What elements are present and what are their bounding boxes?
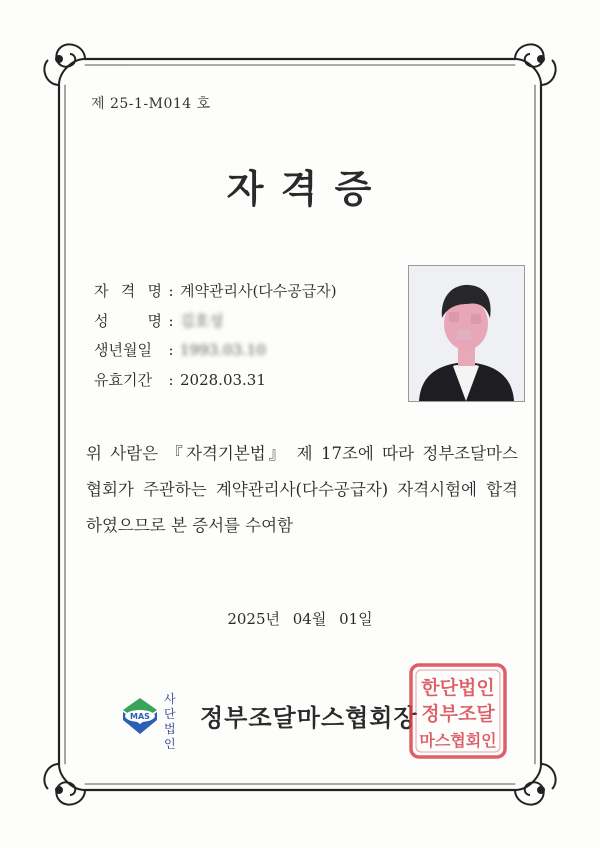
field-name bbox=[94, 310, 223, 331]
seal-line: 정부조달 bbox=[421, 703, 495, 725]
mas-logo-icon bbox=[120, 696, 160, 736]
issue-date: 2025년 04월 01일 bbox=[227, 610, 373, 628]
body-line: 하였으므로 본 증서를 수여함 bbox=[86, 516, 294, 535]
field-colon: : bbox=[168, 371, 174, 389]
field-value-name: 김호성 bbox=[180, 312, 224, 330]
seal-line: 한단법인 bbox=[421, 677, 495, 699]
certificate-title: 자 격 증 bbox=[226, 166, 374, 211]
corporation-type bbox=[164, 692, 176, 752]
field-valid-until bbox=[94, 369, 266, 390]
corner-ornament-tl bbox=[44, 44, 85, 85]
field-value-qualification: 계약관리사(다수공급자) bbox=[180, 282, 337, 300]
field-colon: : bbox=[168, 312, 174, 330]
corner-ornament-bl bbox=[44, 764, 85, 805]
corner-ornament-tr bbox=[515, 44, 556, 85]
corp-line-2: 법인 bbox=[164, 722, 176, 751]
body-line: 협회가 주관하는 계약관리사(다수공급자) 자격시험에 합격 bbox=[86, 480, 518, 499]
corp-line-1: 사단 bbox=[164, 692, 176, 721]
seal-line: 마스협회인 bbox=[419, 731, 497, 750]
holder-photo bbox=[408, 265, 525, 402]
logo-text: MAS bbox=[130, 712, 150, 721]
field-colon: : bbox=[168, 282, 174, 300]
field-value-valid-until: 2028.03.31 bbox=[180, 371, 266, 389]
field-value-birthdate: 1993.03.10 bbox=[180, 341, 266, 359]
field-label-birthdate: 생년월일 bbox=[94, 341, 152, 359]
person-silhouette-icon bbox=[409, 266, 524, 401]
certificate-body bbox=[86, 436, 518, 544]
field-colon: : bbox=[168, 341, 174, 359]
certificate-number: 제 25-1-M014 호 bbox=[91, 96, 211, 112]
official-seal bbox=[408, 662, 508, 760]
issuer-name: 정부조달마스협회장 bbox=[200, 703, 418, 732]
field-birthdate bbox=[94, 339, 266, 360]
field-label-valid-until: 유효기간 bbox=[94, 371, 152, 389]
field-label-qualification: 자 격 명 bbox=[94, 282, 162, 300]
field-label-name: 성 명 bbox=[94, 312, 162, 330]
corner-ornament-br bbox=[515, 764, 556, 805]
field-qualification bbox=[94, 280, 337, 301]
body-line: 위 사람은 『자격기본법』 제 17조에 따라 정부조달마스 bbox=[86, 444, 518, 463]
